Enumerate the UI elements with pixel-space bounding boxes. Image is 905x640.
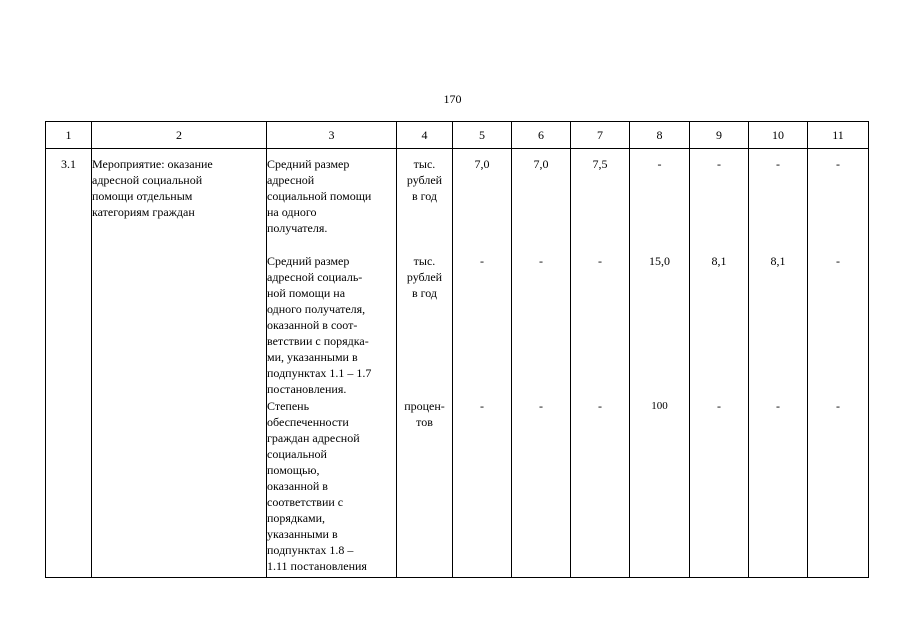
value-col-5: 7,0 - -: [453, 149, 512, 578]
col-header-6: 6: [512, 122, 571, 149]
event-line: Мероприятие: оказание: [92, 157, 213, 171]
col-header-1: 1: [46, 122, 92, 149]
value-col-6: 7,0 - -: [512, 149, 571, 578]
indicator-3-name: Степень обеспеченности граждан адресной социальной помощью, оказанной в соответствии с порядками, указанными в подпунктах 1.8 – 1.11 постановления: [267, 399, 367, 573]
value-col-7: 7,5 - -: [571, 149, 630, 578]
col-header-3: 3: [267, 122, 397, 149]
indicator-cell: [267, 149, 397, 578]
value-col-11: - - -: [808, 149, 869, 578]
indicator-2-name: Средний размер адресной социаль- ной помощи на одного получателя, оказанной в соот- ветствии с порядка- ми, указанными в подпунктах 1.1 – 1.7 постановления.: [267, 254, 372, 396]
col-header-4: 4: [397, 122, 453, 149]
header-row: [46, 122, 869, 149]
col-header-9: 9: [690, 122, 749, 149]
col-header-7: 7: [571, 122, 630, 149]
value-col-9: - 8,1 -: [690, 149, 749, 578]
event-line: помощи отдельным: [92, 189, 193, 203]
indicator-2-unit: тыс. рублей в год: [406, 254, 443, 300]
page-number: 170: [443, 92, 462, 106]
col-header-2: 2: [92, 122, 267, 149]
col-header-11: 11: [808, 122, 869, 149]
event-line: адресной социальной: [92, 173, 203, 187]
col-header-10: 10: [749, 122, 808, 149]
indicator-table: [45, 121, 869, 578]
col-header-8: 8: [630, 122, 690, 149]
col-header-5: 5: [453, 122, 512, 149]
table-row: [46, 149, 869, 578]
value-col-10: - 8,1 -: [749, 149, 808, 578]
indicator-1-name: Средний размер адресной социальной помощи на одного получателя.: [267, 157, 372, 235]
indicator-3-unit: процен- тов: [404, 399, 445, 429]
unit-cell: [397, 149, 453, 578]
event-cell: [92, 149, 267, 578]
indicator-1-unit: тыс. рублей в год: [406, 157, 443, 203]
row-number: 3.1: [46, 149, 92, 578]
event-line: категориям граждан: [92, 205, 195, 219]
value-col-8: - 15,0 100: [630, 149, 690, 578]
